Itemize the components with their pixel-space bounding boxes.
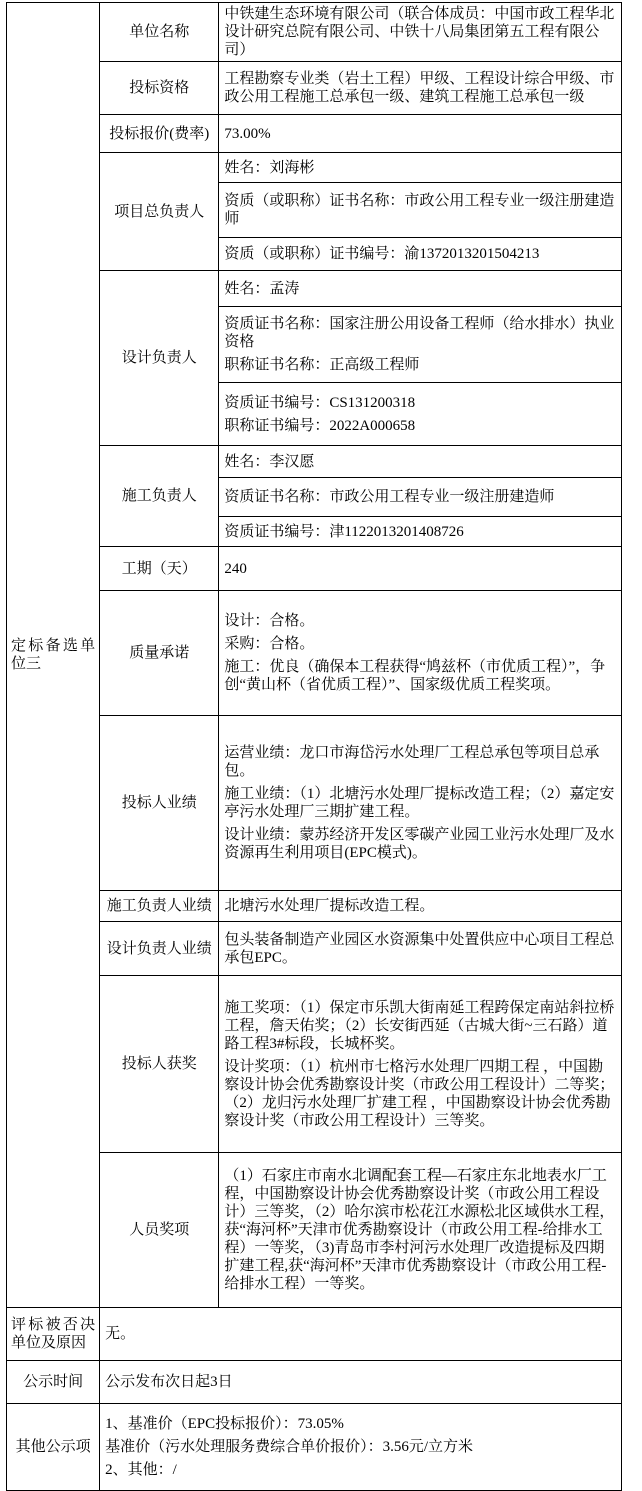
- row-qualification: [7, 62, 622, 115]
- group-label-candidate-unit-3: 定标备选单位三: [7, 3, 100, 1308]
- row-bidder-awards: [7, 976, 622, 1153]
- value-bidder-awards: [219, 976, 622, 1153]
- value-construction-leader-cert-name: 资质证书名称：市政公用工程专业一级注册建造师: [219, 478, 622, 517]
- value-unit-name: 中铁建生态环境有限公司（联合体成员：中国市政工程华北设计研究总院有限公司、中铁十八局集团第五工程有限公司）: [219, 3, 622, 62]
- value-qualification: 工程勘察专业类（岩土工程）甲级、工程设计综合甲级、市政公用工程施工总承包一级、建筑工程施工总承包一级: [219, 62, 622, 115]
- row-unit-name: [7, 3, 622, 62]
- value-construction-leader-performance: 北塘污水处理厂提标改造工程。: [219, 891, 622, 922]
- design-leader-cert-no-1: 资质证书编号：CS131200318: [224, 394, 416, 411]
- row-project-leader-name: [7, 153, 622, 183]
- bidder-performance-operation: 运营业绩：龙口市海岱污水处理厂工程总承包等项目总承包。: [224, 745, 600, 779]
- row-other-items: [7, 1404, 622, 1491]
- design-leader-cert-no-2: 职称证书编号：2022A000658: [224, 417, 416, 434]
- quality-commitment-design: 设计：合格。: [224, 613, 315, 629]
- other-items-base-price-epc: 1、基准价（EPC投标报价）：73.05%: [105, 1416, 344, 1432]
- row-construction-leader-performance: [7, 891, 622, 922]
- row-design-leader-name: [7, 271, 622, 307]
- quality-commitment-procurement: 采购：合格。: [224, 636, 315, 652]
- row-publicity-time: [7, 1361, 622, 1404]
- value-bid-price: 73.00%: [219, 115, 622, 153]
- label-unit-name: 单位名称: [100, 3, 219, 62]
- bidder-awards-construction: 施工奖项：（1）保定市乐凯大街南延工程跨保定南站斜拉桥工程，詹天佑奖；（2）长安街西延（古城大街~三石路）道路工程3#标段，长城杯奖。: [224, 999, 615, 1052]
- label-quality-commitment: 质量承诺: [100, 591, 219, 716]
- label-bidder-awards: 投标人获奖: [100, 976, 219, 1153]
- label-duration: 工期（天）: [100, 547, 219, 591]
- row-rejected-units: [7, 1308, 622, 1361]
- value-bidder-performance: [219, 716, 622, 891]
- design-leader-cert-name-2: 职称证书名称：正高级工程师: [224, 357, 420, 373]
- label-personnel-awards: 人员奖项: [100, 1153, 219, 1308]
- label-rejected-units: 评标被否决单位及原因: [7, 1308, 100, 1361]
- bid-publicity-table: [6, 2, 622, 1491]
- value-publicity-time: 公示发布次日起3日: [100, 1361, 622, 1404]
- value-duration: 240: [219, 547, 622, 591]
- other-items-base-price-sewage: 基准价（污水处理服务费综合单价报价）：3.56元/立方米: [105, 1439, 474, 1455]
- value-quality-commitment: [219, 591, 622, 716]
- label-qualification: 投标资格: [100, 62, 219, 115]
- bidder-performance-construction: 施工业绩：（1）北塘污水处理厂提标改造工程；（2）嘉定安亭污水处理厂三期扩建工程。: [224, 786, 615, 820]
- value-project-leader-name: 姓名：刘海彬: [219, 153, 622, 183]
- value-other-items: [100, 1404, 622, 1491]
- value-construction-leader-cert-no: 资质证书编号：津1122013201408726: [219, 517, 622, 547]
- label-publicity-time: 公示时间: [7, 1361, 100, 1404]
- value-project-leader-cert-name: 资质（或职称）证书名称：市政公用工程专业一级注册建造师: [219, 183, 622, 238]
- value-design-leader-name: 姓名：孟涛: [219, 271, 622, 307]
- label-design-leader: 设计负责人: [100, 271, 219, 446]
- row-bid-price: [7, 115, 622, 153]
- value-construction-leader-name: 姓名：李汉愿: [219, 446, 622, 478]
- design-leader-cert-name-1: 资质证书名称：国家注册公用设备工程师（给水排水）执业资格: [224, 316, 615, 350]
- bidder-performance-design: 设计业绩：蒙苏经济开发区零碳产业园工业污水处理厂及水资源再生利用项目(EPC模式)。: [224, 827, 615, 861]
- bidder-awards-design: 设计奖项：（1）杭州市七格污水处理厂四期工程 ，中国勘察设计协会优秀勘察设计奖（市政公用工程设计）二等奖；（2）龙归污水处理厂扩建工程 ，中国勘察设计协会优秀勘察设计奖（市政公用工程设计）三等奖。: [224, 1058, 615, 1129]
- row-construction-leader-name: [7, 446, 622, 478]
- label-bidder-performance: 投标人业绩: [100, 716, 219, 891]
- label-construction-leader-performance: 施工负责人业绩: [100, 891, 219, 922]
- label-construction-leader: 施工负责人: [100, 446, 219, 547]
- value-rejected-units: 无。: [100, 1308, 622, 1361]
- label-design-leader-performance: 设计负责人业绩: [100, 922, 219, 976]
- row-duration: [7, 547, 622, 591]
- row-bidder-performance: [7, 716, 622, 891]
- label-other-items: 其他公示项: [7, 1404, 100, 1491]
- label-bid-price: 投标报价(费率): [100, 115, 219, 153]
- value-design-leader-cert-nos: [219, 383, 622, 446]
- row-design-leader-performance: [7, 922, 622, 976]
- value-design-leader-performance: 包头装备制造产业园区水资源集中处置供应中心项目工程总承包EPC。: [219, 922, 622, 976]
- row-quality-commitment: [7, 591, 622, 716]
- label-project-leader: 项目总负责人: [100, 153, 219, 271]
- other-items-other: 2、其他：/: [105, 1462, 177, 1478]
- value-project-leader-cert-no: 资质（或职称）证书编号：渝1372013201504213: [219, 238, 622, 271]
- value-personnel-awards: （1）石家庄市南水北调配套工程—石家庄东北地表水厂工程，中国勘察设计协会优秀勘察设计奖（市政公用工程设计）三等奖，（2）哈尔滨市松花江水源松北区域供水工程，获“海河杯”天津市优秀勘察设计（市政公用工程-给排水工程）一等奖，（3)青岛市李村河污水处理厂改造提标及四期扩建工程,获“海河杯”天津市优秀勘察设计（市政公用工程-给排水工程）一等奖。: [219, 1153, 622, 1308]
- value-design-leader-cert-names: [219, 307, 622, 383]
- row-personnel-awards: [7, 1153, 622, 1308]
- quality-commitment-construction: 施工：优良（确保本工程获得“鸠兹杯（市优质工程）”，争创“黄山杯（省优质工程）”、国家级优质工程奖项。: [224, 659, 606, 693]
